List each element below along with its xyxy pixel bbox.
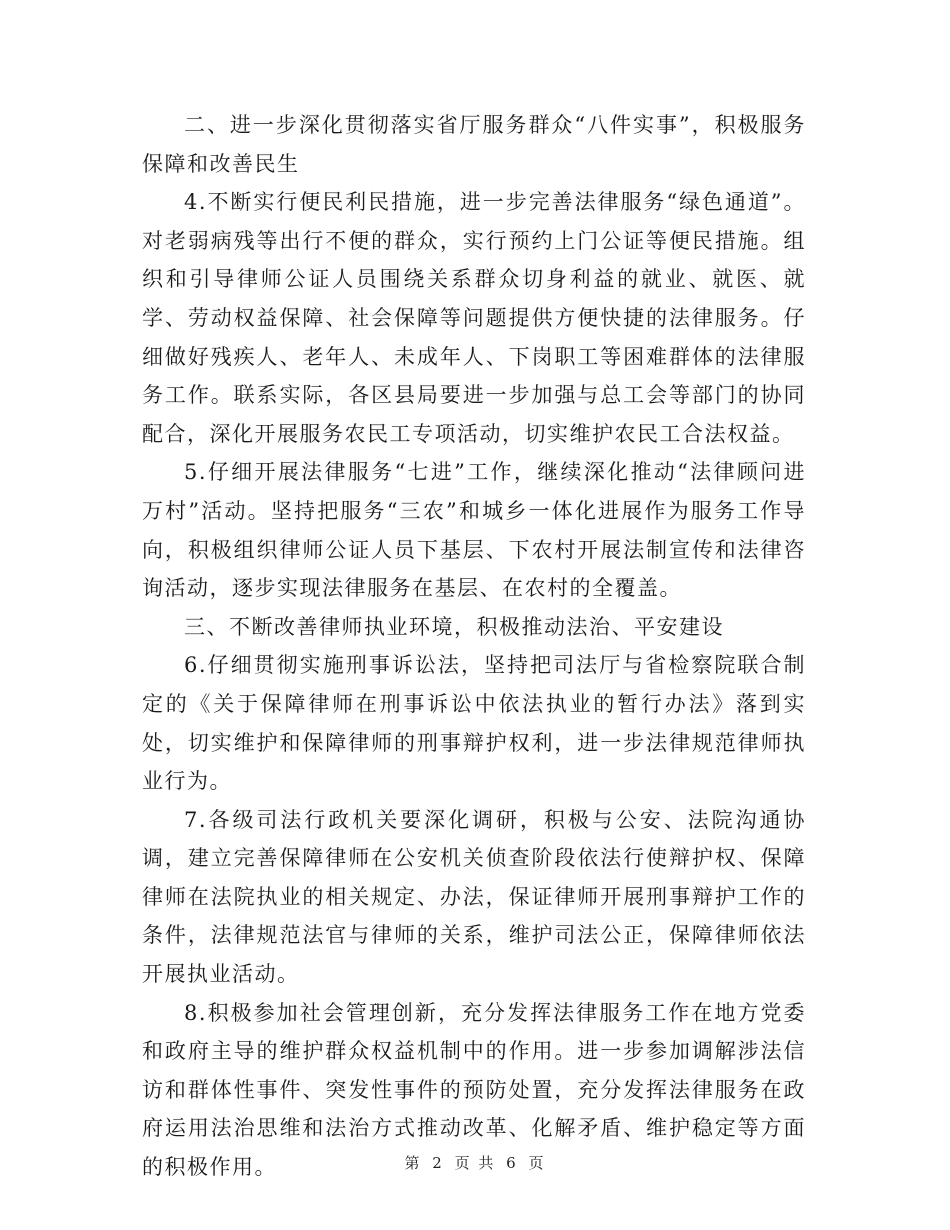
section-heading-3: 三、不断改善律师执业环境，积极推动法治、平安建设 [184,614,724,639]
footer-total-pages: 6 [506,1154,518,1172]
footer-prefix: 第 [404,1154,422,1172]
page-footer [0,1152,950,1173]
footer-suffix: 页 [528,1154,546,1172]
section-heading-2: 二、进一步深化贯彻落实省厅服务群众“八件实事”，积极服务保障和改善民生 [142,113,806,176]
paragraph-item-4: 4.不断实行便民利民措施，进一步完善法律服务“绿色通道”。对老弱病残等出行不便的群众，实行预约上门公证等便民措施。组织和引导律师公证人员围绕关系群众切身利益的就业、就医、就学、劳动权益保障、社会保障等问题提供方便快捷的法律服务。仔细做好残疾人、老年人、未成年人、下岗职工等困难群体的法律服务工作。联系实际，各区县局要进一步加强与总工会等部门的协同配合，深化开展服务农民工专项活动，切实维护农民工合法权益。 [142,190,806,446]
paragraph-item-7: 7.各级司法行政机关要深化调研，积极与公安、法院沟通协调，建立完善保障律师在公安机关侦查阶段依法行使辩护权、保障律师在法院执业的相关规定、办法，保证律师开展刑事辩护工作的条件，法律规范法官与律师的关系，维护司法公正，保障律师依法开展执业活动。 [142,807,806,987]
paragraph-item-6: 6.仔细贯彻实施刑事诉讼法，坚持把司法厅与省检察院联合制定的《关于保障律师在刑事诉讼中依法执业的暂行办法》落到实处，切实维护和保障律师的刑事辩护权利，进一步法律规范律师执业行为。 [142,653,806,794]
paragraph-item-8: 8.积极参加社会管理创新，充分发挥法律服务工作在地方党委和政府主导的维护群众权益机制中的作用。进一步参加调解涉法信访和群体性事件、突发性事件的预防处置，充分发挥法律服务在政府运用法治思维和法治方式推动改革、化解矛盾、维护稳定等方面的积极作用。 [142,1000,806,1180]
footer-middle: 页 共 [454,1154,496,1172]
paragraph-item-5: 5.仔细开展法律服务“七进”工作，继续深化推动“法律顾问进万村”活动。坚持把服务“三农”和城乡一体化进展作为服务工作导向，积极组织律师公证人员下基层、下农村开展法制宣传和法律咨询活动，逐步实现法律服务在基层、在农村的全覆盖。 [142,460,806,601]
document-body [142,106,806,1187]
footer-page-number: 2 [432,1154,444,1172]
